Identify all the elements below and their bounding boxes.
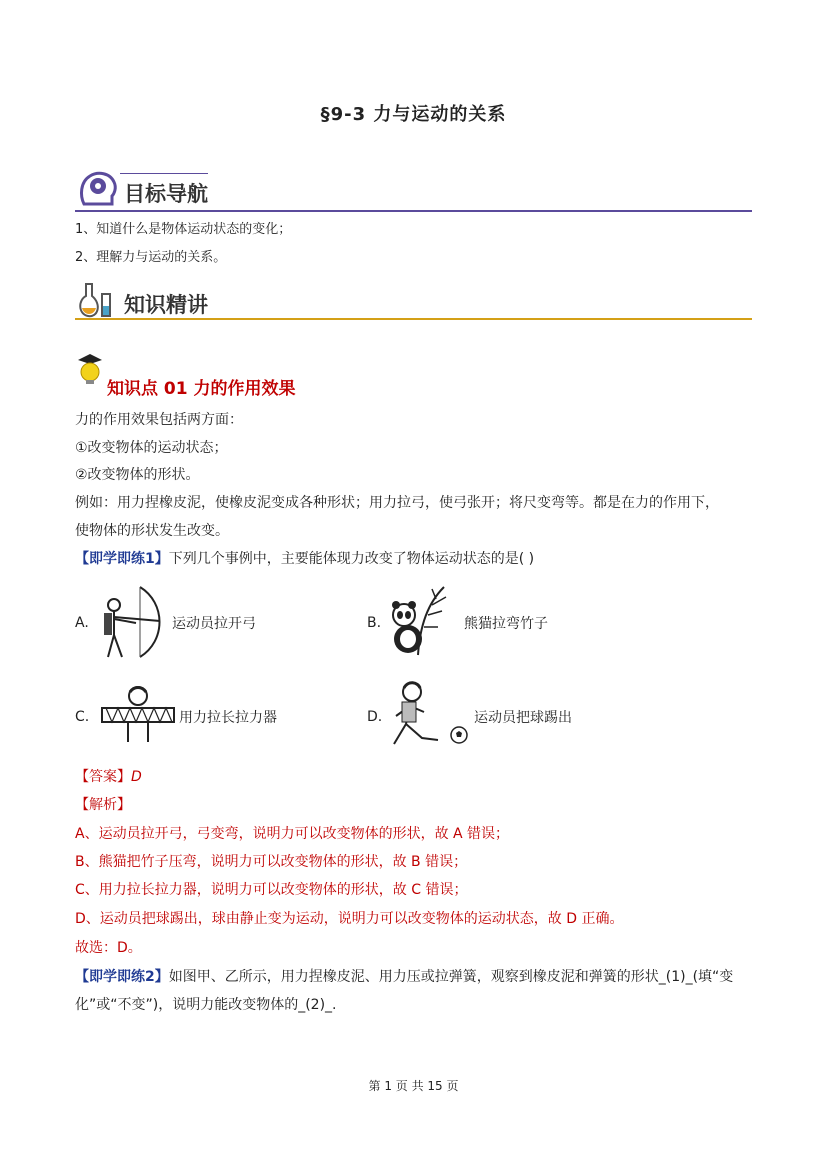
choice-line: 故选：D。 [75,940,142,956]
panda-image [388,585,460,657]
body-text: 力的作用效果包括两方面： [75,412,243,428]
answer-value: D [131,769,142,785]
archer-image [100,583,168,661]
section-deco-line [120,173,208,174]
analysis-line: D、运动员把球踢出，球由静止变为运动，说明力可以改变物体的运动状态，故 D 正确。 [75,911,624,927]
option-text: 熊猫拉弯竹子 [464,616,548,632]
body-text: ②改变物体的形状。 [75,467,200,483]
option-text: 运动员拉开弓 [172,616,256,632]
flask-icon [76,280,120,320]
body-text: ①改变物体的运动状态； [75,440,228,456]
section-heading-knowledge: 知识精讲 [124,293,208,317]
body-text: 例如：用力捏橡皮泥，使橡皮泥变成各种形状；用力拉弓，使弓张开；将尺变弯等。都是在力的作用下， [75,495,719,511]
option-letter: C. [75,709,90,725]
option-letter: B. [367,615,382,631]
football-icon [450,726,468,744]
section-rule [75,210,752,212]
analysis-line: A、运动员拉开弓，弓变弯，说明力可以改变物体的形状，故 A 错误； [75,826,510,842]
knowledge-point-heading: 知识点 01 力的作用效果 [107,379,296,399]
answer-label: 【答案】 [75,769,131,785]
answer-line [75,767,142,787]
page-number: 第 1 页 共 15 页 [368,1079,459,1093]
expander-image [100,682,176,746]
exercise-question [75,549,534,569]
exercise-question [75,967,733,987]
goal-item: 2、理解力与运动的关系。 [75,250,227,265]
option-letter: A. [75,615,89,631]
exercise-label: 【即学即练2】 [75,969,169,985]
section-heading-target: 目标导航 [124,182,208,206]
analysis-line: C、用力拉长拉力器，说明力可以改变物体的形状，故 C 错误； [75,882,468,898]
body-text: 使物体的形状发生改变。 [75,523,229,539]
option-text: 运动员把球踢出 [474,710,572,726]
question-text: 下列几个事例中，主要能体现力改变了物体运动状态的是( ) [168,551,535,567]
analysis-label: 【解析】 [75,797,131,813]
goal-item: 1、知道什么是物体运动状态的变化； [75,222,292,237]
page-title: §9-3 力与运动的关系 [320,104,507,125]
bulb-graduate-icon [76,352,104,386]
option-letter: D. [367,709,383,725]
exercise-label: 【即学即练1】 [75,551,169,567]
section-rule [75,318,752,320]
target-nav-icon [76,168,120,208]
option-text: 用力拉长拉力器 [179,710,277,726]
question-text: 如图甲、乙所示，用力捏橡皮泥、用力压或拉弹簧，观察到橡皮泥和弹簧的形状_(1)_(填“变 [168,969,734,985]
question-text-continued: 化”或“不变”)，说明力能改变物体的_(2)_. [75,997,337,1013]
analysis-line: B、熊猫把竹子压弯，说明力可以改变物体的形状，故 B 错误； [75,854,468,870]
